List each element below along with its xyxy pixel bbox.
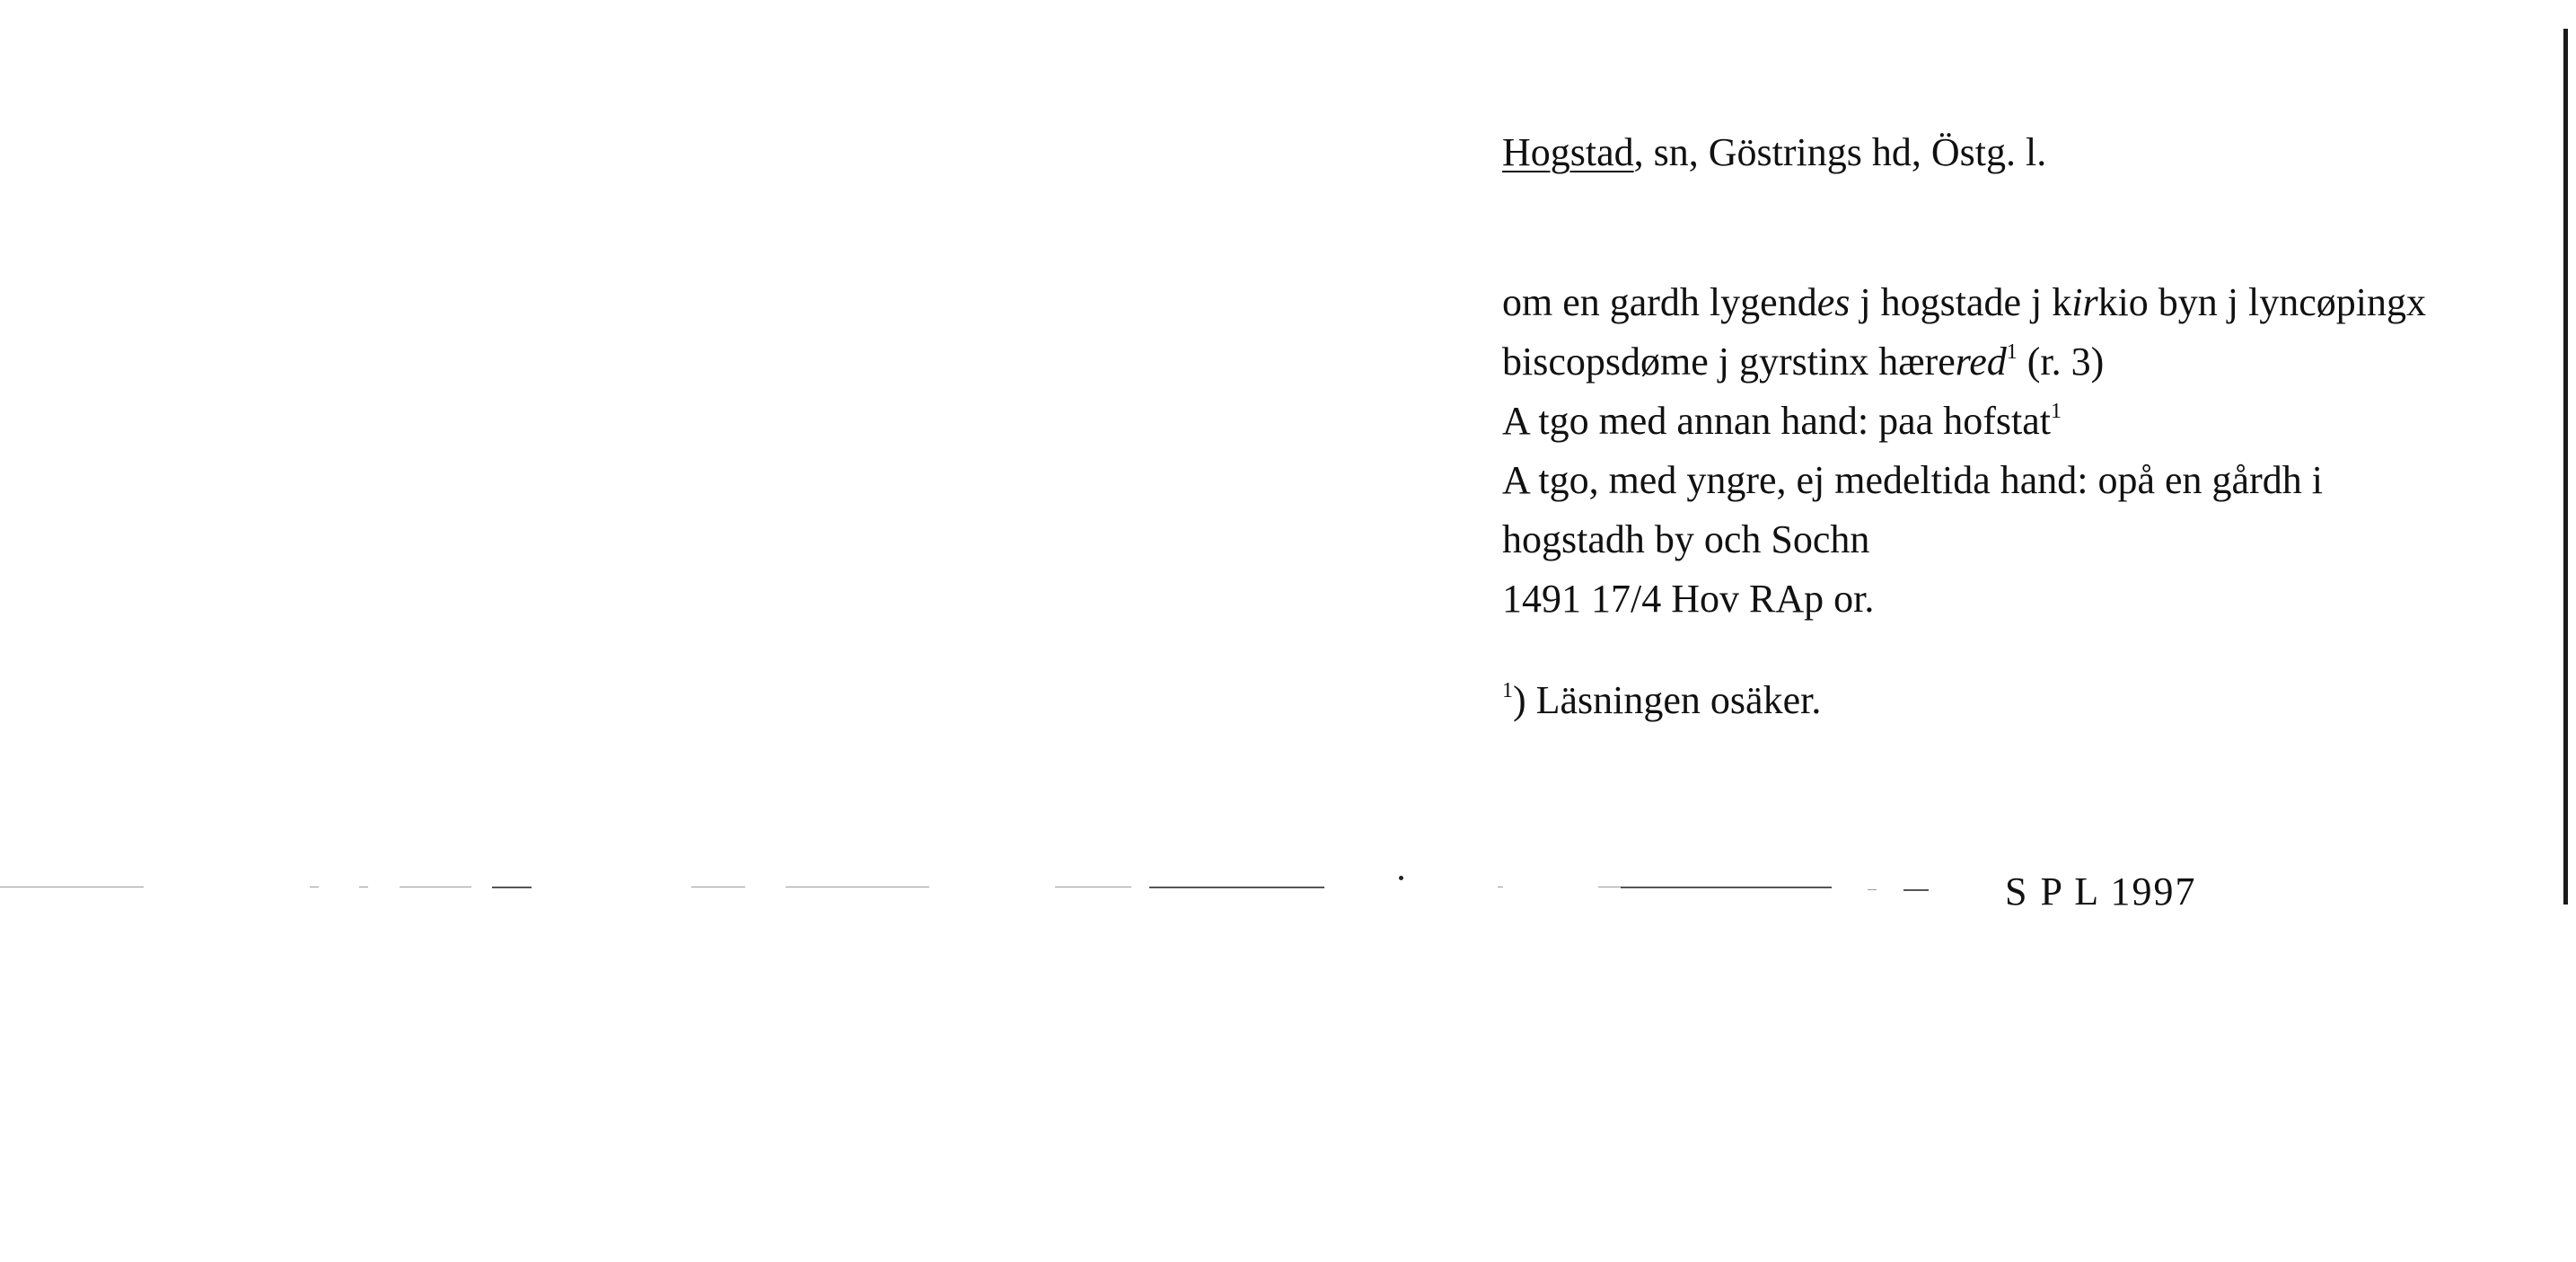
transcription-line-2: [1502, 332, 2426, 392]
line-1-segment: j hogstade j k: [1850, 280, 2072, 324]
scan-artifact-dot: [1399, 876, 1403, 880]
line-1-segment: kio byn j lyncøpingx: [2097, 280, 2427, 324]
card-heading: [1502, 130, 2047, 174]
transcription-line-4: A tgo, med yngre, ej medeltida hand: opå en gårdh i: [1502, 458, 2323, 502]
transcription-line-3: [1502, 392, 2426, 451]
footnote-marker: 1: [2006, 340, 2018, 364]
scan-artifact-line: [1868, 889, 1877, 890]
line-2-segment: (r. 3): [2017, 340, 2105, 384]
scan-artifact-line: [1903, 889, 1929, 891]
scan-artifact-line: [1149, 887, 1324, 888]
line-2-expansion: red: [1955, 340, 2007, 384]
footnote-marker: 1: [2050, 400, 2062, 423]
card-right-edge: [2563, 29, 2568, 905]
line-3-text: A tgo med annan hand: paa hofstat: [1502, 399, 2051, 443]
line-2-segment: biscopsdøme j gyrstinx hære: [1502, 340, 1956, 384]
scan-artifact-line: [492, 887, 532, 888]
transcription-line-1: [1502, 273, 2426, 332]
transcription-line-5: hogstadh by och Sochn: [1502, 517, 1870, 561]
footnote-number: 1: [1502, 679, 1513, 702]
transcription-line-6: 1491 17/4 Hov RAp or.: [1502, 577, 1875, 621]
footnote: [1502, 678, 1822, 722]
signature: S P L 1997: [2005, 869, 2197, 913]
line-1-expansion: es: [1816, 280, 1851, 324]
heading-details: , sn, Göstrings hd, Östg. l.: [1633, 130, 2047, 174]
transcription-body: [1502, 273, 2426, 629]
place-name: Hogstad: [1502, 130, 1634, 174]
line-1-segment: om en gardh lygend: [1502, 280, 1817, 324]
footnote-text: ) Läsningen osäker.: [1513, 678, 1822, 722]
line-1-expansion: ir: [2071, 280, 2098, 324]
scan-artifact-line: [1621, 887, 1832, 888]
